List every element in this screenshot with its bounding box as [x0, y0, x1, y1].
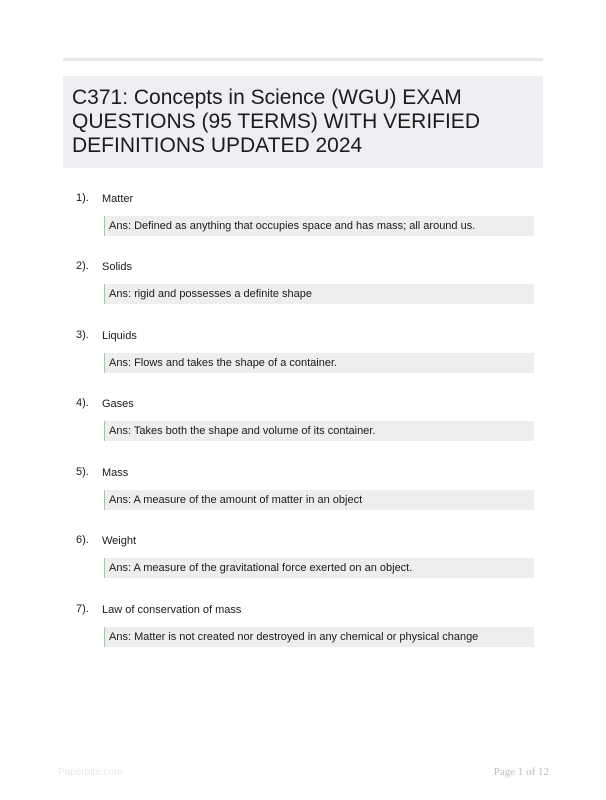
- item-answer: Ans: Takes both the shape and volume of its container.: [104, 421, 534, 441]
- item-term: Matter: [102, 193, 134, 205]
- item-number: 3).: [76, 329, 89, 341]
- document-title: C371: Concepts in Science (WGU) EXAM QUESTIONS (95 TERMS) WITH VERIFIED DEFINITIONS UPDATED 2024: [72, 86, 480, 157]
- item-number: 1).: [76, 192, 89, 204]
- item-term: Gases: [102, 398, 134, 410]
- item-term: Weight: [102, 535, 137, 547]
- item-number: 4).: [76, 397, 89, 409]
- item-number: 6).: [76, 534, 89, 546]
- item-term: Solids: [102, 261, 132, 273]
- item-answer: Ans: rigid and possesses a definite shape: [104, 284, 534, 304]
- item-answer: Ans: A measure of the gravitational force exerted on an object.: [104, 558, 534, 578]
- item-number: 7).: [76, 603, 89, 615]
- item-answer: Ans: Flows and takes the shape of a container.: [104, 353, 534, 373]
- item-answer: Ans: Defined as anything that occupies space and has mass; all around us.: [104, 216, 534, 236]
- top-divider: [63, 58, 543, 61]
- item-number: 2).: [76, 260, 89, 272]
- item-term: Mass: [102, 467, 129, 479]
- item-term: Liquids: [102, 330, 137, 342]
- title-banner: [63, 76, 543, 168]
- footer-watermark: Paperbite.com: [58, 767, 123, 778]
- item-answer: Ans: Matter is not created nor destroyed in any chemical or physical change: [104, 627, 534, 647]
- item-term: Law of conservation of mass: [102, 604, 242, 616]
- page-number: Page 1 of 12: [493, 766, 549, 778]
- item-answer: Ans: A measure of the amount of matter in an object: [104, 490, 534, 510]
- item-number: 5).: [76, 466, 89, 478]
